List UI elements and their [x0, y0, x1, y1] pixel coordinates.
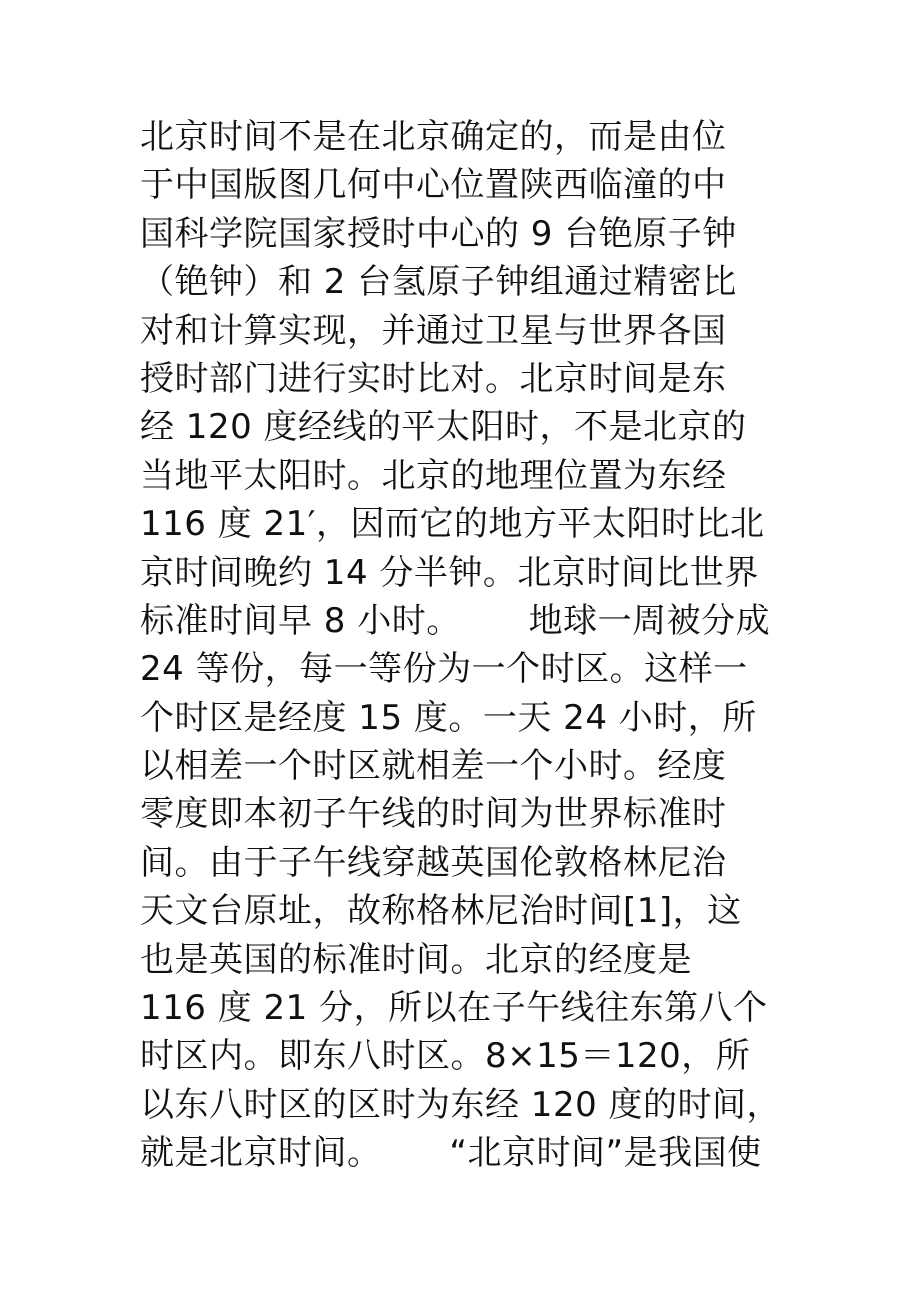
text-line: （铯钟）和 2 台氢原子钟组通过精密比 — [140, 262, 737, 303]
text-line: 对和计算实现，并通过卫星与世界各国 — [140, 310, 727, 351]
body-text — [140, 113, 800, 1178]
text-line: 国科学院国家授时中心的 9 台铯原子钟 — [140, 213, 737, 254]
text-line: 也是英国的标准时间。北京的经度是 — [140, 939, 692, 980]
text-line: 时区内。即东八时区。8×15＝120，所 — [140, 1036, 751, 1077]
text-line: 116 度 21 分，所以在子午线往东第八个 — [140, 988, 768, 1029]
text-line: 京时间晚约 14 分半钟。北京时间比世界 — [140, 552, 759, 593]
text-line: 个时区是经度 15 度。一天 24 小时，所 — [140, 697, 757, 738]
text-line: 间。由于子午线穿越英国伦敦格林尼治 — [140, 842, 727, 883]
text-line: 24 等份，每一等份为一个时区。这样一 — [140, 649, 748, 690]
text-line: 天文台原址，故称格林尼治时间[1]，这 — [140, 891, 742, 932]
text-line: 以东八时区的区时为东经 120 度的时间， — [140, 1084, 782, 1125]
text-line: 以相差一个时区就相差一个小时。经度 — [140, 746, 727, 787]
text-line: 标准时间早 8 小时。 地球一周被分成 — [140, 600, 771, 641]
text-line: 于中国版图几何中心位置陕西临潼的中 — [140, 165, 727, 206]
text-line: 当地平太阳时。北京的地理位置为东经 — [140, 455, 727, 496]
text-line: 北京时间不是在北京确定的，而是由位 — [140, 117, 727, 157]
text-line: 就是北京时间。 “北京时间”是我国使 — [140, 1133, 762, 1174]
text-line: 116 度 21′，因而它的地方平太阳时比北 — [140, 504, 765, 545]
text-line: 经 120 度经线的平太阳时，不是北京的 — [140, 407, 747, 448]
text-line: 授时部门进行实时比对。北京时间是东 — [140, 358, 727, 399]
text-line: 零度即本初子午线的时间为世界标准时 — [140, 794, 727, 835]
